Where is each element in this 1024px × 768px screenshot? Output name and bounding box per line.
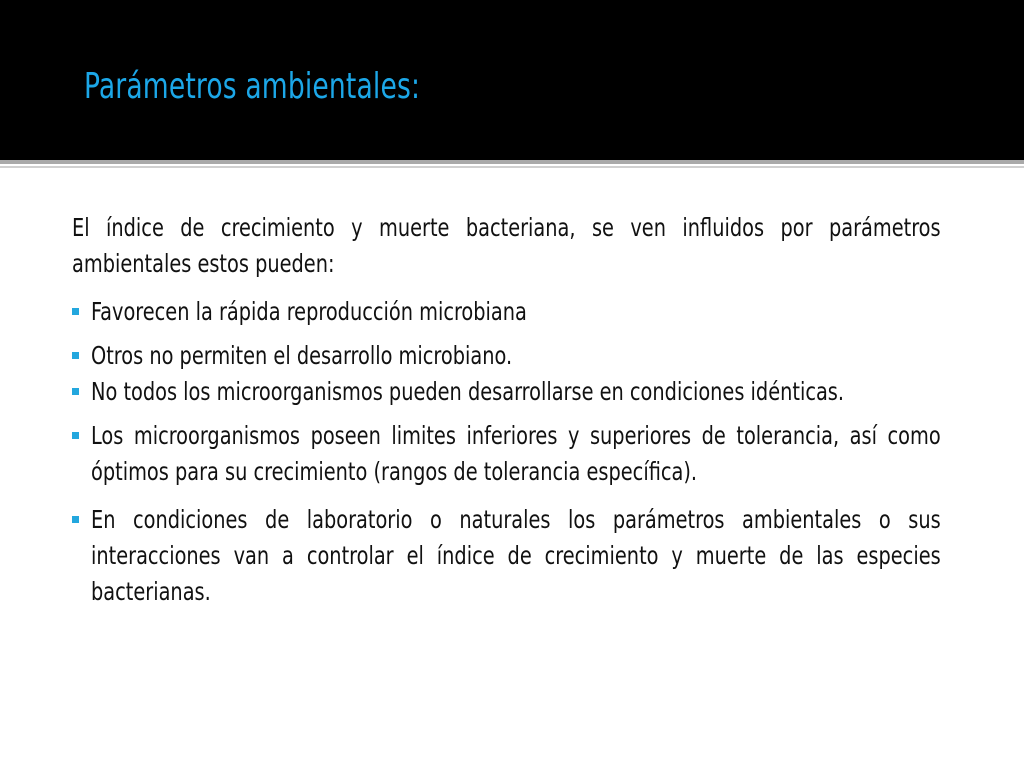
square-bullet-icon (72, 516, 79, 523)
bullet-text: En condiciones de laboratorio o naturales los parámetros ambientales o sus interacciones van a controlar el índice de crecimiento y muerte de las especies bacterianas. (91, 505, 941, 606)
bullet-item (72, 374, 941, 410)
square-bullet-icon (72, 352, 79, 359)
bullet-item (72, 418, 941, 490)
title-bar (0, 0, 1024, 160)
bullet-text: Otros no permiten el desarrollo microbiano. (91, 341, 513, 370)
square-bullet-icon (72, 432, 79, 439)
square-bullet-icon (72, 388, 79, 395)
intro-paragraph: El índice de crecimiento y muerte bacteriana, se ven influidos por parámetros ambientales estos pueden: (72, 213, 941, 278)
header-divider (0, 160, 1024, 164)
bullet-text: Los microorganismos poseen limites inferiores y superiores de tolerancia, así como óptimos para su crecimiento (rangos de tolerancia específica). (91, 421, 941, 486)
bullet-item (72, 502, 941, 610)
slide-content (72, 210, 941, 610)
bullet-item (72, 294, 941, 330)
slide-title: Parámetros ambientales: (84, 66, 421, 107)
bullet-text: Favorecen la rápida reproducción microbiana (91, 297, 527, 326)
bullet-item (72, 338, 941, 374)
bullet-list (72, 294, 941, 610)
header-divider-secondary (0, 166, 1024, 168)
bullet-text: No todos los microorganismos pueden desarrollarse en condiciones idénticas. (91, 377, 845, 406)
square-bullet-icon (72, 308, 79, 315)
